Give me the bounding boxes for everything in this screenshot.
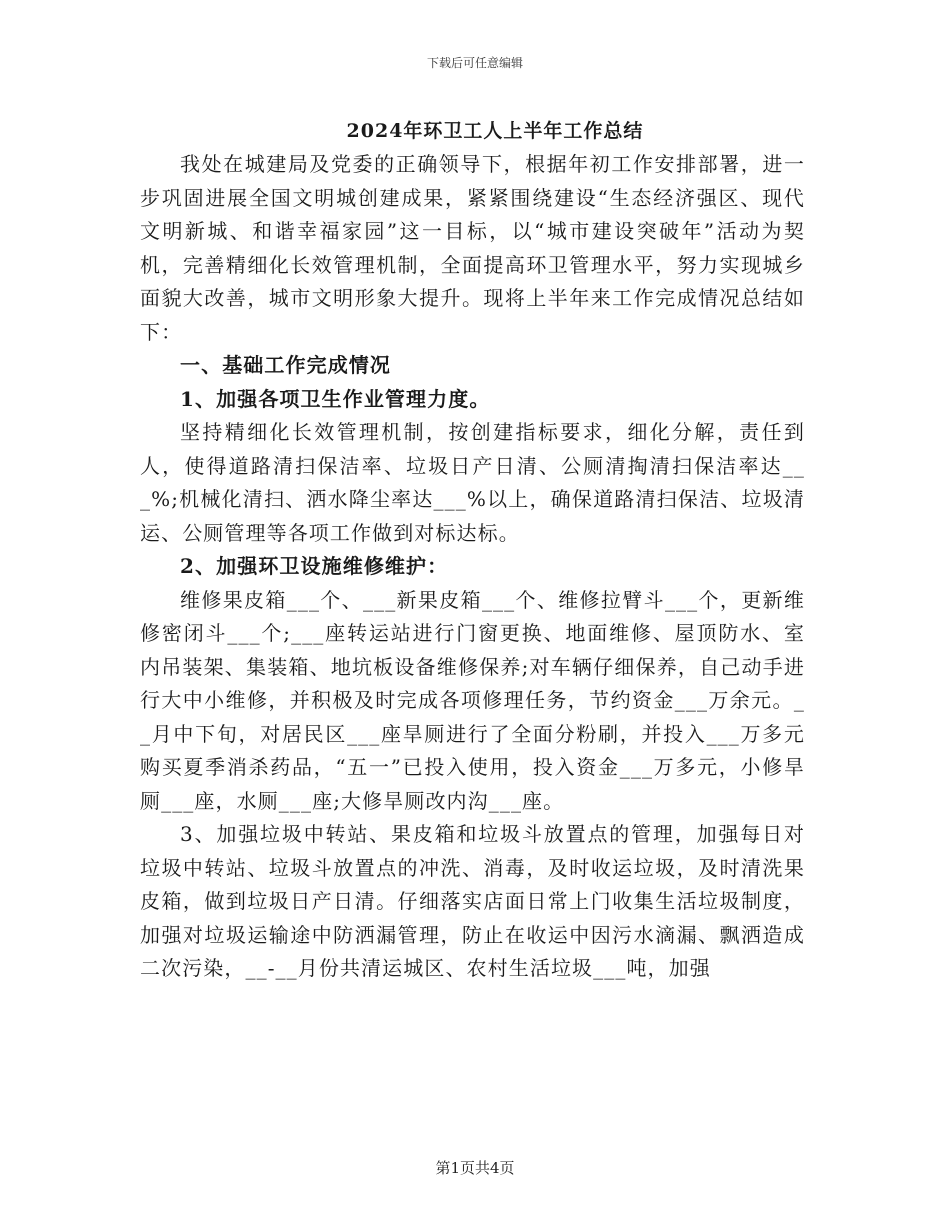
intro-paragraph: 我处在城建局及党委的正确领导下，根据年初工作安排部署，进一步巩固进展全国文明城创建成果，紧紧围绕建设“生态经济强区、现代文明新城、和谐幸福家园”这一目标，以“城市建设突破年”活动为契机，完善精细化长效管理机制，全面提高环卫管理水平，努力实现城乡面貌大改善，城市文明形象大提升。现将上半年来工作完成情况总结如下：: [140, 152, 805, 344]
item-paragraph: 维修果皮箱___个、___新果皮箱___个、维修拉臂斗___个，更新维修密闭斗___个;___座转运站进行门窗更换、地面维修、屋顶防水、室内吊装架、集装箱、地坑板设备维修保养;对车辆仔细保养，自己动手进行大中小维修，并积极及时完成各项修理任务，节约资金___万余元。__月中下旬，对居民区___座旱厕进行了全面分粉刷，并投入___万多元购买夏季消杀药品，“五一”已投入使用，投入资金___万多元，小修旱厕___座，水厕___座;大修旱厕改内沟___座。: [140, 587, 805, 813]
document-title: 2024年环卫工人上半年工作总结: [346, 120, 644, 142]
item-heading: 2、加强环卫设施维修维护：: [180, 554, 449, 578]
item-paragraph: 3、加强垃圾中转站、果皮箱和垃圾斗放置点的管理，加强每日对垃圾中转站、垃圾斗放置点的冲洗、消毒，及时收运垃圾，及时清洗果皮箱，做到垃圾日产日清。仔细落实店面日常上门收集生活垃圾制度，加强对垃圾运输途中防洒漏管理，防止在收运中因污水滴漏、飘洒造成二次污染，__-__月份共清运城区、农村生活垃圾___吨，加强: [140, 822, 805, 980]
item-heading: 1、加强各项卫生作业管理力度。: [180, 386, 491, 411]
section-heading: 一、基础工作完成情况: [180, 353, 391, 377]
header-note: 下载后可任意编辑: [426, 56, 523, 70]
item-paragraph: 坚持精细化长效管理机制，按创建指标要求，细化分解，责任到人，使得道路清扫保洁率、垃圾日产日清、公厕清掏清扫保洁率达___%;机械化清扫、洒水降尘率达___%以上，确保道路清扫保洁、垃圾清运、公厕管理等各项工作做到对标达标。: [140, 420, 805, 545]
document-body: [140, 148, 805, 986]
page-footer: 第1页共4页: [435, 1159, 515, 1177]
